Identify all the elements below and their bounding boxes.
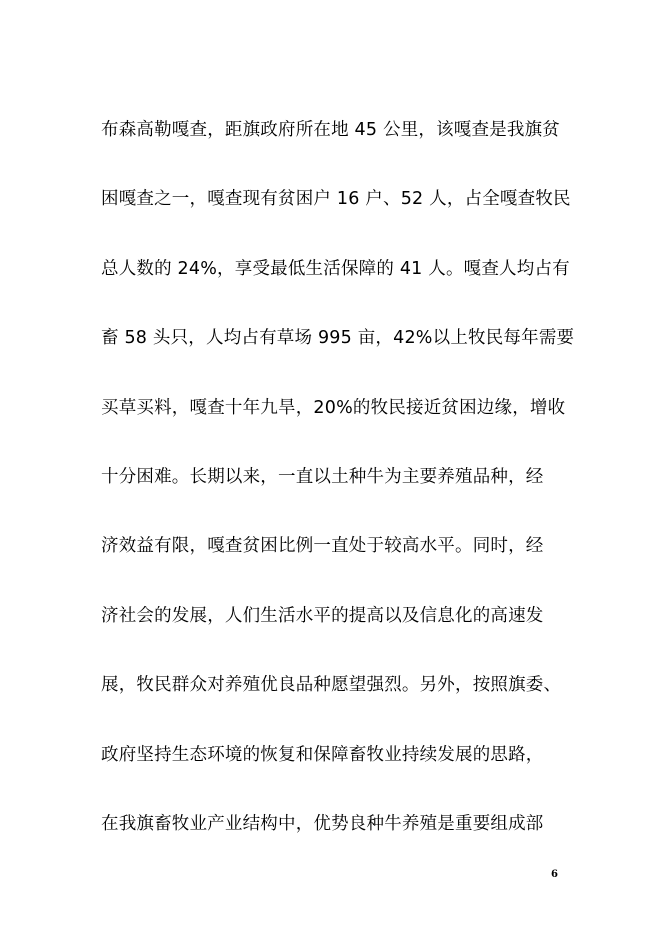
text-line: 济社会的发展，人们生活水平的提高以及信息化的高速发 [101,605,544,626]
text-line: 困嘎查之一，嘎查现有贫困户 16 户、52 人，占全嘎查牧民 [101,189,571,210]
text-line: 济效益有限，嘎查贫困比例一直处于较高水平。同时，经 [101,536,544,557]
body-text [101,118,575,881]
text-line: 十分困难。长期以来，一直以土种牛为主要养殖品种，经 [101,466,544,487]
text-line: 畜 58 头只，人均占有草场 995 亩，42%以上牧民每年需要 [101,328,575,349]
page-number: 6 [551,869,558,880]
text-line: 买草买料，嘎查十年九旱，20%的牧民接近贫困边缘，增收 [101,397,566,418]
text-line: 布森高勒嘎查，距旗政府所在地 45 公里，该嘎查是我旗贫 [101,120,560,140]
text-line: 政府坚持生态环境的恢复和保障畜牧业持续发展的思路， [101,744,544,765]
text-line: 总人数的 24%，享受最低生活保障的 41 人。嘎查人均占有 [101,258,570,279]
text-line: 在我旗畜牧业产业结构中，优势良种牛养殖是重要组成部 [101,813,544,834]
text-line: 展，牧民群众对养殖优良品种愿望强烈。另外，按照旗委、 [101,675,562,696]
